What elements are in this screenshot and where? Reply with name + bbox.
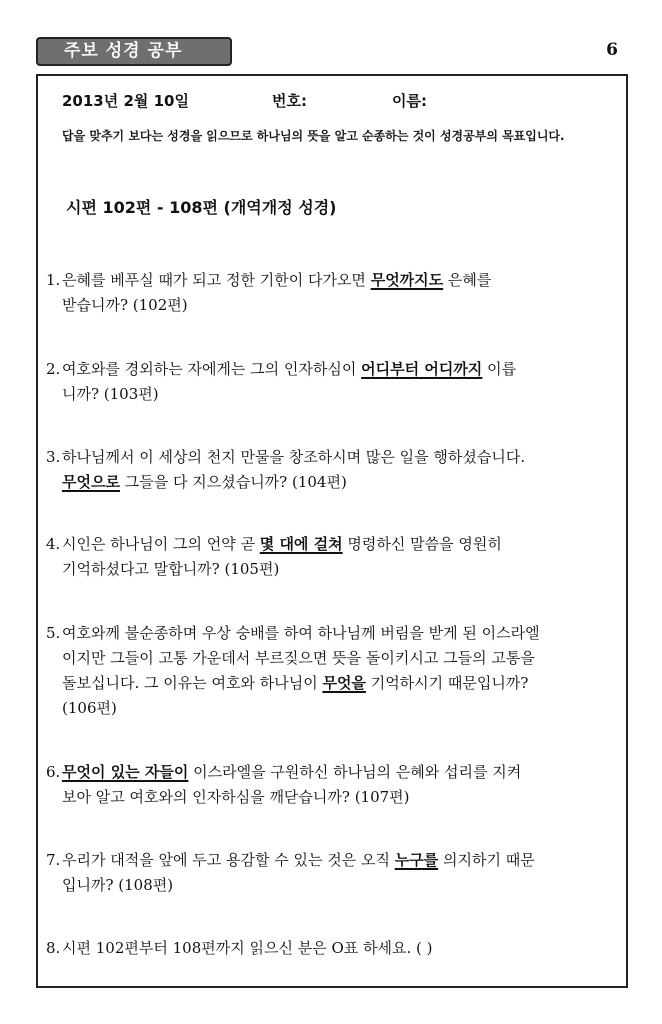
question-8-line-1 <box>46 936 616 961</box>
question-text: 여호와를 경외하는 자에게는 그의 인자하심이 <box>62 360 362 378</box>
question-number: 6. <box>46 763 61 781</box>
question-8 <box>46 936 616 961</box>
question-5-line-3 <box>46 671 616 696</box>
section-title: 시편 102편 - 108편 (개역개정 성경) <box>66 198 337 217</box>
question-number: 8. <box>46 939 61 957</box>
meta-row <box>62 90 602 112</box>
question-2 <box>46 357 616 407</box>
question-3-line-1 <box>46 445 616 470</box>
question-1-line-1 <box>46 268 616 293</box>
question-text: 기억하시기 때문입니까? <box>365 674 529 692</box>
number-label: 번호: <box>272 92 307 110</box>
question-3 <box>46 445 616 495</box>
header-title-tab: 주보 성경 공부 <box>36 37 232 66</box>
question-text: 돌보십니다. 그 이유는 여호와 하나님이 <box>62 674 323 692</box>
question-number: 1. <box>46 271 61 289</box>
question-number: 2. <box>46 360 61 378</box>
question-5-line-4: (106편) <box>62 699 117 717</box>
question-4-line-2: 기억하셨다고 말합니까? (105편) <box>62 560 280 578</box>
worksheet-box <box>36 74 628 988</box>
date-label: 2013년 2월 10일 <box>62 92 189 110</box>
question-text: 이릅 <box>482 360 517 378</box>
question-1-line-2: 받습니까? (102편) <box>62 296 188 314</box>
question-2-line-1 <box>46 357 616 382</box>
question-1 <box>46 268 616 318</box>
page-number: 6 <box>606 40 618 60</box>
question-5 <box>46 621 616 721</box>
question-text: 이스라엘을 구원하신 하나님의 은혜와 섭리를 지켜 <box>188 763 522 781</box>
question-4 <box>46 532 616 582</box>
question-keyword: 어디부터 어디까지 <box>361 360 483 378</box>
question-keyword: 무엇이 있는 자들이 <box>62 763 189 781</box>
question-number: 3. <box>46 448 61 466</box>
question-keyword: 무엇까지도 <box>370 271 444 289</box>
question-3-line-2 <box>46 470 616 495</box>
question-number: 7. <box>46 851 61 869</box>
question-4-line-1 <box>46 532 616 557</box>
question-keyword: 무엇으로 <box>62 473 120 491</box>
name-label: 이름: <box>392 92 427 110</box>
question-text: 시인은 하나님이 그의 언약 곧 <box>62 535 260 553</box>
question-text: 하나님께서 이 세상의 천지 만물을 창조하시며 많은 일을 행하셨습니다. <box>62 448 526 466</box>
question-number: 4. <box>46 535 61 553</box>
question-text: 그들을 다 지으셨습니까? (104편) <box>119 473 347 491</box>
question-keyword: 몇 대에 걸쳐 <box>259 535 343 553</box>
question-text: 여호와께 불순종하며 우상 숭배를 하여 하나님께 버림을 받게 된 이스라엘 <box>62 624 540 642</box>
question-text: 명령하신 말씀을 영원히 <box>342 535 502 553</box>
question-7 <box>46 848 616 898</box>
question-6-line-2: 보아 알고 여호와의 인자하심을 깨닫습니까? (107편) <box>62 788 410 806</box>
question-text: 우리가 대적을 앞에 두고 용감할 수 있는 것은 오직 <box>62 851 395 869</box>
question-keyword: 누구를 <box>394 851 439 869</box>
question-5-line-2: 이지만 그들이 고통 가운데서 부르짖으면 뜻을 돌이키시고 그들의 고통을 <box>62 649 535 667</box>
question-7-line-2: 입니까? (108편) <box>62 876 174 894</box>
question-keyword: 무엇을 <box>322 674 366 692</box>
question-6 <box>46 760 616 810</box>
question-number: 5. <box>46 624 61 642</box>
question-text: 시편 102편부터 108편까지 읽으신 분은 O표 하세요. ( ) <box>62 939 433 957</box>
question-text: 의지하기 때문 <box>438 851 535 869</box>
question-5-line-1 <box>46 621 616 646</box>
intro-text: 답을 맞추기 보다는 성경을 읽으므로 하나님의 뜻을 알고 순종하는 것이 성경공부의 목표입니다. <box>62 129 565 143</box>
question-7-line-1 <box>46 848 616 873</box>
question-2-line-2: 니까? (103편) <box>62 385 159 403</box>
question-6-line-1 <box>46 760 616 785</box>
question-text: 은혜를 <box>443 271 492 289</box>
question-text: 은혜를 베푸실 때가 되고 정한 기한이 다가오면 <box>62 271 371 289</box>
